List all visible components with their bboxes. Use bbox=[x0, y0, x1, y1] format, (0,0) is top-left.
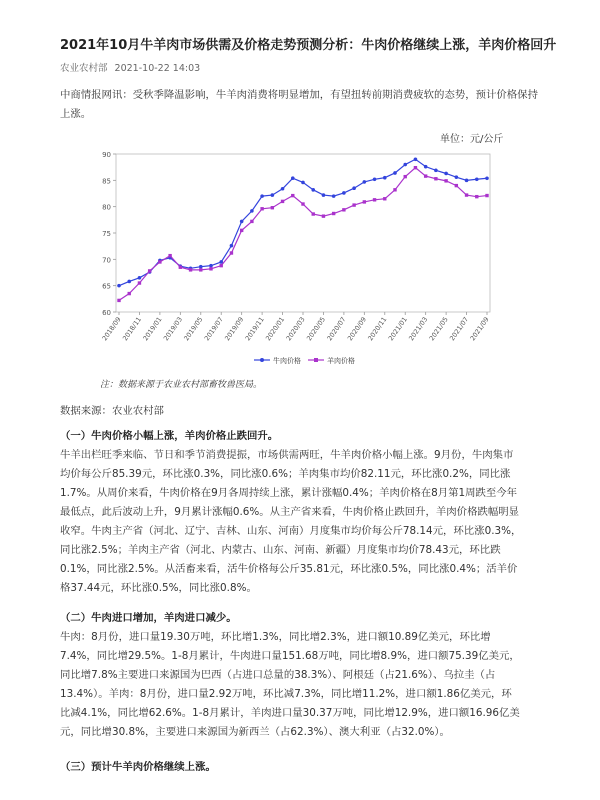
data-point bbox=[444, 179, 447, 182]
article-meta bbox=[60, 60, 200, 74]
x-tick-label: 2020/09 bbox=[345, 315, 368, 343]
paragraph-line: 同比增7.8%主要进口来源国为巴西（占进口总量的38.3%）、阿根廷（占21.6%）、乌拉圭（占 bbox=[60, 669, 496, 681]
x-tick-label: 2020/05 bbox=[305, 315, 328, 343]
y-tick-label: 85 bbox=[102, 177, 111, 186]
data-point bbox=[424, 165, 428, 169]
paragraph-line: 牛羊出栏旺季来临、节日和季节消费提振，市场供需两旺，牛羊肉价格小幅上涨。9月份，牛肉集市 bbox=[60, 449, 514, 461]
data-point bbox=[383, 197, 386, 200]
section3-heading: （三）预计牛羊肉价格继续上涨。 bbox=[60, 761, 216, 773]
data-point bbox=[138, 281, 141, 284]
paragraph-line: 最低点，此后波动上升，9月累计涨幅0.6%。从主产省来看，牛肉价格止跌回升，羊肉价格跌幅明显 bbox=[60, 506, 520, 518]
data-point bbox=[301, 202, 304, 205]
data-point bbox=[158, 260, 161, 263]
data-point bbox=[403, 163, 407, 167]
data-point bbox=[240, 229, 243, 232]
paragraph-line: 牛肉：8月份，进口量19.30万吨，环比增1.3%，同比增2.3%，进口额10.89亿美元，环比增 bbox=[60, 631, 491, 643]
x-tick-label: 2019/05 bbox=[182, 315, 205, 343]
data-point bbox=[322, 214, 325, 217]
data-point bbox=[383, 176, 387, 180]
data-point bbox=[220, 264, 223, 267]
data-point bbox=[127, 280, 131, 284]
data-point bbox=[230, 251, 233, 254]
data-point bbox=[148, 269, 151, 272]
series-line-mutton bbox=[119, 168, 487, 301]
data-point bbox=[168, 254, 171, 257]
x-tick-label: 2021/05 bbox=[427, 315, 450, 343]
data-point bbox=[117, 299, 120, 302]
data-point bbox=[209, 264, 213, 268]
data-point bbox=[332, 212, 335, 215]
legend-marker bbox=[314, 358, 318, 362]
x-tick-label: 2019/09 bbox=[223, 315, 246, 343]
data-point bbox=[373, 198, 376, 201]
paragraph-line: 1.7%。从周价来看，牛肉价格在9月各周持续上涨，累计涨幅0.4%；羊肉价格在8月第1周跌至今年 bbox=[60, 487, 518, 499]
legend-label: 羊肉价格 bbox=[327, 357, 355, 365]
data-point bbox=[260, 194, 264, 198]
data-point bbox=[342, 191, 346, 195]
data-point bbox=[128, 292, 131, 295]
data-point bbox=[424, 174, 427, 177]
data-point bbox=[465, 179, 469, 183]
data-point bbox=[189, 268, 192, 271]
article-title: 2021年10月牛羊肉市场供需及价格走势预测分析：牛肉价格继续上涨，羊肉价格回升 bbox=[60, 38, 557, 53]
x-tick-label: 2021/07 bbox=[448, 315, 471, 343]
data-point bbox=[281, 200, 284, 203]
data-point bbox=[199, 265, 203, 269]
y-tick-label: 70 bbox=[102, 256, 111, 265]
data-point bbox=[352, 186, 356, 190]
data-point bbox=[475, 177, 479, 181]
paragraph-line: 同比涨2.5%；羊肉主产省（河北、内蒙古、山东、河南、新疆）月度集市均价78.43元，环比跌 bbox=[60, 544, 501, 556]
data-point bbox=[485, 176, 489, 180]
x-tick-label: 2019/03 bbox=[161, 315, 184, 343]
paragraph-line: 比减4.1%，同比增62.6%。1-8月累计，羊肉进口量30.37万吨，同比增12.9%，进口额16.96亿美 bbox=[60, 707, 520, 719]
paragraph-line: 13.4%）。羊肉：8月份，进口量2.92万吨，环比减7.3%，同比增11.2%，进口额1.86亿美元，环 bbox=[60, 688, 512, 700]
data-point bbox=[281, 187, 285, 191]
y-tick-label: 65 bbox=[102, 282, 111, 291]
legend-label: 牛肉价格 bbox=[273, 357, 301, 365]
data-point bbox=[475, 195, 478, 198]
x-tick-label: 2020/01 bbox=[264, 315, 287, 343]
data-point bbox=[209, 267, 212, 270]
data-point bbox=[230, 244, 234, 248]
data-source-line: 数据来源：农业农村部 bbox=[60, 405, 164, 417]
y-tick-label: 60 bbox=[102, 309, 111, 317]
data-point bbox=[363, 200, 366, 203]
paragraph-line: 7.4%，同比增29.5%。1-8月累计，牛肉进口量151.68万吨，同比增8.9%，进口额75.39亿美元， bbox=[60, 650, 520, 662]
x-tick-label: 2021/09 bbox=[468, 315, 491, 343]
paragraph-line: 均价每公斤85.39元，环比涨0.3%，同比涨0.6%；羊肉集市均价82.11元，环比涨0.2%，同比涨 bbox=[60, 468, 511, 480]
price-chart bbox=[96, 148, 500, 374]
data-point bbox=[404, 175, 407, 178]
data-point bbox=[455, 184, 458, 187]
section2-heading: （二）牛肉进口增加，羊肉进口减少。 bbox=[60, 612, 237, 624]
section1-paragraph bbox=[60, 446, 544, 598]
data-point bbox=[199, 268, 202, 271]
data-point bbox=[342, 208, 345, 211]
x-tick-label: 2018/09 bbox=[100, 315, 123, 343]
article-date: 2021-10-22 14:03 bbox=[114, 63, 201, 74]
y-tick-label: 75 bbox=[102, 230, 111, 238]
data-point bbox=[138, 276, 142, 280]
data-point bbox=[393, 188, 396, 191]
data-point bbox=[434, 169, 438, 173]
data-point bbox=[465, 193, 468, 196]
chart-note: 注：数据来源于农业农村部畜牧兽医局。 bbox=[100, 380, 263, 390]
legend-marker bbox=[260, 358, 264, 362]
paragraph-line: 收窄。牛肉主产省（河北、辽宁、吉林、山东、河南）月度集市均价每公斤78.14元，环比涨0.3%， bbox=[60, 525, 522, 537]
section2-paragraph bbox=[60, 628, 544, 742]
x-tick-label: 2020/03 bbox=[284, 315, 307, 343]
x-tick-label: 2019/01 bbox=[141, 315, 164, 343]
data-point bbox=[240, 220, 244, 224]
x-tick-label: 2020/07 bbox=[325, 315, 348, 343]
data-point bbox=[414, 166, 417, 169]
data-point bbox=[393, 171, 397, 175]
data-point bbox=[250, 220, 253, 223]
chart-unit-label: 单位：元/公斤 bbox=[440, 134, 504, 145]
data-point bbox=[485, 194, 488, 197]
paragraph-line: 格37.44元，环比涨0.5%，同比涨0.8%。 bbox=[60, 582, 257, 594]
x-tick-label: 2019/07 bbox=[202, 315, 225, 343]
data-point bbox=[352, 203, 355, 206]
data-point bbox=[250, 209, 254, 213]
data-point bbox=[291, 194, 294, 197]
data-point bbox=[260, 207, 263, 210]
price-line-chart bbox=[96, 148, 500, 374]
x-tick-label: 2021/01 bbox=[386, 315, 409, 343]
data-point bbox=[322, 193, 326, 197]
data-point bbox=[271, 193, 275, 197]
data-point bbox=[444, 172, 448, 176]
data-point bbox=[332, 194, 336, 198]
x-tick-label: 2019/11 bbox=[243, 315, 266, 343]
data-point bbox=[373, 177, 377, 181]
data-point bbox=[311, 188, 315, 192]
intro-paragraph: 中商情报网讯：受秋季降温影响，牛羊肉消费将明显增加，有望扭转前期消费疲软的态势，预计价格保持上涨。 bbox=[60, 89, 538, 120]
data-point bbox=[271, 206, 274, 209]
data-point bbox=[312, 212, 315, 215]
x-tick-label: 2021/03 bbox=[407, 315, 430, 343]
data-point bbox=[434, 177, 437, 180]
data-point bbox=[301, 181, 305, 185]
paragraph-line: 元，同比增30.8%，主要进口来源国为新西兰（占62.3%）、澳大利亚（占32.0%）。 bbox=[60, 726, 450, 738]
y-tick-label: 80 bbox=[102, 203, 111, 212]
section1-heading: （一）牛肉价格小幅上涨，羊肉价格止跌回升。 bbox=[60, 430, 279, 442]
data-point bbox=[179, 266, 182, 269]
x-tick-label: 2018/11 bbox=[121, 315, 144, 343]
data-point bbox=[363, 180, 367, 184]
data-point bbox=[414, 157, 418, 161]
article-source[interactable]: 农业农村部 bbox=[60, 63, 108, 74]
y-tick-label: 90 bbox=[102, 151, 111, 159]
data-point bbox=[117, 284, 121, 288]
data-point bbox=[455, 175, 459, 179]
x-tick-label: 2020/11 bbox=[366, 315, 389, 343]
paragraph-line: 0.1%，同比涨2.5%。从活畜来看，活牛价格每公斤35.81元，环比涨0.5%，同比涨0.4%；活羊价 bbox=[60, 563, 518, 575]
data-point bbox=[291, 176, 295, 180]
